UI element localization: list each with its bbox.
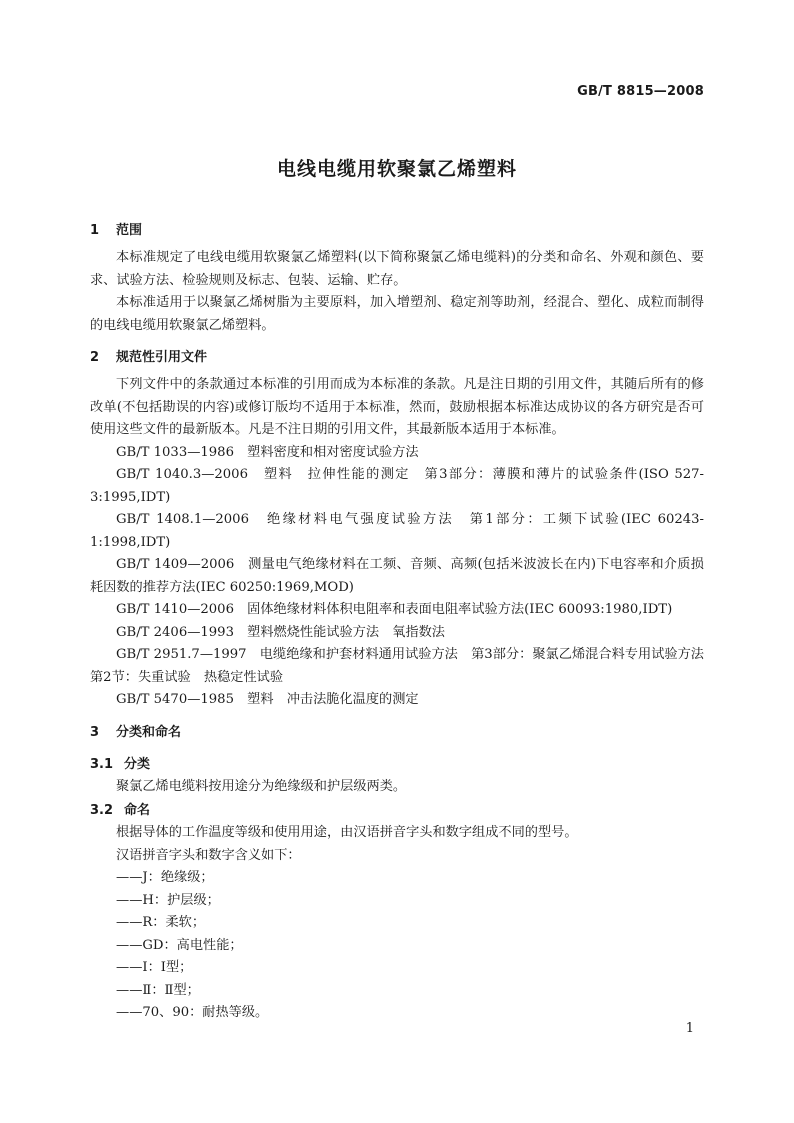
paragraph: 根据导体的工作温度等级和使用用途，由汉语拼音字头和数字组成不同的型号。 <box>116 825 578 840</box>
reference-item: GB/T 5470—1985 塑料 冲击法脆化温度的测定 <box>116 692 419 707</box>
list-item: ——R：柔软； <box>116 915 206 930</box>
reference-item: GB/T 1040.3—2006 塑料 拉伸性能的测定 第3部分：薄膜和薄片的试验条件(ISO 527-3:1995,IDT) <box>90 467 704 505</box>
section-number: 1 <box>90 223 100 238</box>
section-number: 2 <box>90 350 100 365</box>
section-title: 范围 <box>116 223 143 238</box>
paragraph: 汉语拼音字头和数字含义如下： <box>116 847 301 863</box>
paragraph: 本标准适用于以聚氯乙烯树脂为主要原料，加入增塑剂、稳定剂等助剂，经混合、塑化、成粒而制得的电线电缆用软聚氯乙烯塑料。 <box>90 295 704 333</box>
list-item: ——GD：高电性能； <box>116 937 243 953</box>
reference-item: GB/T 1033—1986 塑料密度和相对密度试验方法 <box>116 444 419 460</box>
subsection-number: 3.1 <box>90 756 114 772</box>
section-3-heading <box>90 722 704 744</box>
standard-code: GB/T 8815—2008 <box>577 84 704 99</box>
paragraph: 下列文件中的条款通过本标准的引用而成为本标准的条款。凡是注日期的引用文件，其随后所有的修改单(不包括勘误的内容)或修订版均不适用于本标准，然而，鼓励根据本标准达成协议的各方研究是否可使用这些文件的最新版本。凡是不注日期的引用文件，其最新版本适用于本标准。 <box>90 377 704 437</box>
list-item: ——Ⅱ：Ⅱ型； <box>116 982 200 998</box>
paragraph: 聚氯乙烯电缆料按用途分为绝缘级和护层级两类。 <box>116 778 407 794</box>
list-item: ——Ⅰ：Ⅰ型； <box>116 960 193 975</box>
reference-item: GB/T 2951.7—1997 电缆绝缘和护套材料通用试验方法 第3部分：聚氯乙烯混合料专用试验方法 第2节：失重试验 热稳定性试验 <box>90 647 718 685</box>
subsection-3-1-heading <box>90 754 704 776</box>
reference-item: GB/T 1408.1—2006 绝缘材料电气强度试验方法 第1部分：工频下试验(IEC 60243-1:1998,IDT) <box>90 512 704 550</box>
subsection-number: 3.2 <box>90 803 114 818</box>
section-2-heading <box>90 347 704 369</box>
reference-item: GB/T 1409—2006 测量电气绝缘材料在工频、音频、高频(包括米波波长在内)下电容率和介质损耗因数的推荐方法(IEC 60250:1969,MOD) <box>90 557 704 595</box>
paragraph: 本标准规定了电线电缆用软聚氯乙烯塑料(以下简称聚氯乙烯电缆料)的分类和命名、外观和颜色、要求、试验方法、检验规则及标志、包装、运输、贮存。 <box>90 250 704 288</box>
list-item: ——70、90：耐热等级。 <box>116 1005 269 1020</box>
section-title: 规范性引用文件 <box>116 350 208 365</box>
reference-item: GB/T 1410—2006 固体绝缘材料体积电阻率和表面电阻率试验方法(IEC 60093:1980,IDT) <box>116 602 673 617</box>
reference-item: GB/T 2406—1993 塑料燃烧性能试验方法 氧指数法 <box>116 624 445 640</box>
section-title: 分类和命名 <box>116 724 182 740</box>
document-title: 电线电缆用软聚氯乙烯塑料 <box>276 158 517 180</box>
document-body <box>90 220 718 1025</box>
list-item: ——J：绝缘级； <box>116 870 214 885</box>
subsection-3-2-heading <box>90 800 704 822</box>
list-item: ——H：护层级； <box>116 892 220 908</box>
subsection-title: 命名 <box>124 803 151 818</box>
page-number: 1 <box>685 1021 694 1036</box>
section-number: 3 <box>90 724 100 740</box>
section-1-heading <box>90 220 704 242</box>
subsection-title: 分类 <box>124 756 151 772</box>
